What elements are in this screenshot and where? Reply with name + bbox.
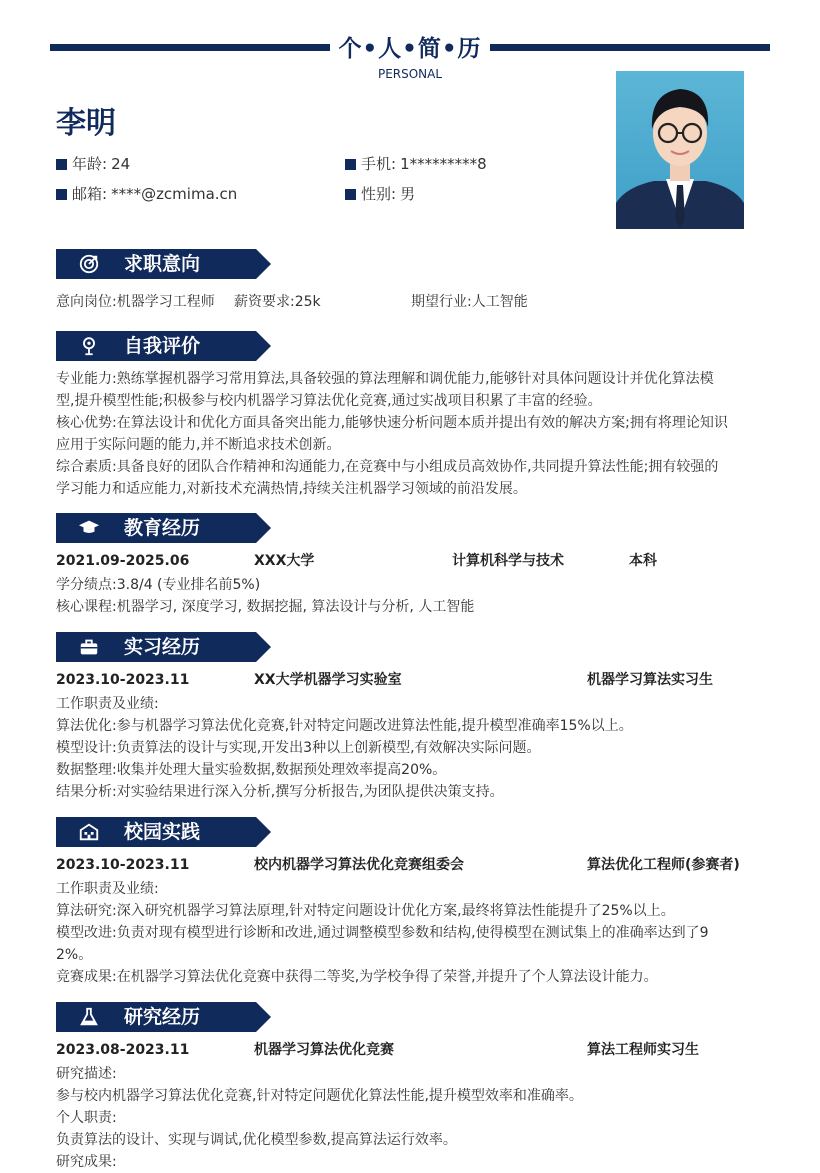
education-degree: 本科 [629,553,657,569]
campus-row [56,854,768,876]
section-title: 求职意向 [124,253,201,275]
header-line-right [490,44,770,51]
campus-org: 校内机器学习算法优化竞赛组委会 [254,857,464,873]
education-date: 2021.09-2025.06 [56,553,190,569]
intent-position: 意向岗位:机器学习工程师 [56,294,215,310]
research-row [56,1039,768,1061]
section-header-campus [56,817,271,847]
award-icon [78,335,100,357]
education-body: 学分绩点:3.8/4 (专业排名前5%) 核心课程:机器学习, 深度学习, 数据挖掘, 算法设计与分析, 人工智能 [56,577,475,615]
page-title: 个•人•简•历 [338,36,482,62]
page-subtitle: PERSONAL [377,67,443,81]
info-phone: 手机: 1*********8 [345,153,487,174]
internship-row [56,669,768,691]
intent-industry: 期望行业:人工智能 [411,294,528,310]
campus-role: 算法优化工程师(参赛者) [587,857,740,873]
intent-salary: 薪资要求:25k [234,294,321,310]
campus-date: 2023.10-2023.11 [56,857,190,873]
info-gender: 性别: 男 [345,183,415,204]
building-icon [78,821,100,843]
education-row [56,550,768,572]
section-header-intent [56,249,271,279]
section-title: 校园实践 [124,821,201,843]
info-email: 邮箱: ****@zcmima.cn [56,183,237,204]
bullet-square-icon [345,189,356,200]
graduation-cap-icon [78,517,100,539]
section-title: 实习经历 [124,636,201,658]
campus-body: 工作职责及业绩: 算法研究:深入研究机器学习算法原理,针对特定问题设计优化方案,最终将算法性能提升了25%以上。 模型改进:负责对现有模型进行诊断和改进,通过调整模型参数和结构,使得模型在测试集上的准确率达到了9 2%。 竞赛成果:在机器学习算法优化竞赛中获得二等奖,为学校争得了荣誉,并提升了个人算法设计能力。 [56,881,709,985]
research-role: 算法工程师实习生 [587,1042,699,1058]
info-age: 年龄: 24 [56,153,130,174]
header-line-left [50,44,330,51]
flask-icon [78,1006,100,1028]
section-header-self-eval [56,331,271,361]
research-org: 机器学习算法优化竞赛 [254,1042,394,1058]
section-header-internship [56,632,271,662]
intent-row [56,291,768,313]
bullet-square-icon [345,159,356,170]
profile-photo [616,71,744,229]
briefcase-icon [78,636,100,658]
internship-role: 机器学习算法实习生 [587,672,713,688]
section-title: 自我评价 [124,335,201,357]
section-header-research [56,1002,271,1032]
education-major: 计算机科学与技术 [452,553,564,569]
internship-org: XX大学机器学习实验室 [254,672,402,688]
education-school: XXX大学 [254,553,315,569]
internship-date: 2023.10-2023.11 [56,672,190,688]
section-header-education [56,513,271,543]
section-title: 教育经历 [124,517,201,539]
bullet-square-icon [56,159,67,170]
research-date: 2023.08-2023.11 [56,1042,190,1058]
internship-body: 工作职责及业绩: 算法优化:参与机器学习算法优化竞赛,针对特定问题改进算法性能,提升模型准确率15%以上。 模型设计:负责算法的设计与实现,开发出3种以上创新模型,有效解决实际问题。 数据整理:收集并处理大量实验数据,数据预处理效率提高20%。 结果分析:对实验结果进行深入分析,撰写分析报告,为团队提供决策支持。 [56,696,633,800]
self-eval-body: 专业能力:熟练掌握机器学习常用算法,具备较强的算法理解和调优能力,能够针对具体问题设计并优化算法模 型,提升模型性能;积极参与校内机器学习算法优化竞赛,通过实战项目积累了丰富的经验。 核心优势:在算法设计和优化方面具备突出能力,能够快速分析问题本质并提出有效的解决方案;拥有将理论知识 应用于实际问题的能力,并不断追求技术创新。 综合素质:具备良好的团队合作精神和沟通能力,在竞赛中与小组成员高效协作,共同提升算法性能;拥有较强的 学习能力和适应能力,对新技术充满热情,持续关注机器学习领域的前沿发展。 [56,371,728,497]
section-title: 研究经历 [124,1006,201,1028]
research-body: 研究描述: 参与校内机器学习算法优化竞赛,针对特定问题优化算法性能,提升模型效率和准确率。 个人职责: 负责算法的设计、实现与调试,优化模型参数,提高算法运行效率。 研究成果: [56,1066,583,1170]
candidate-name: 李明 [56,106,116,141]
bullet-square-icon [56,189,67,200]
target-icon [78,253,100,275]
